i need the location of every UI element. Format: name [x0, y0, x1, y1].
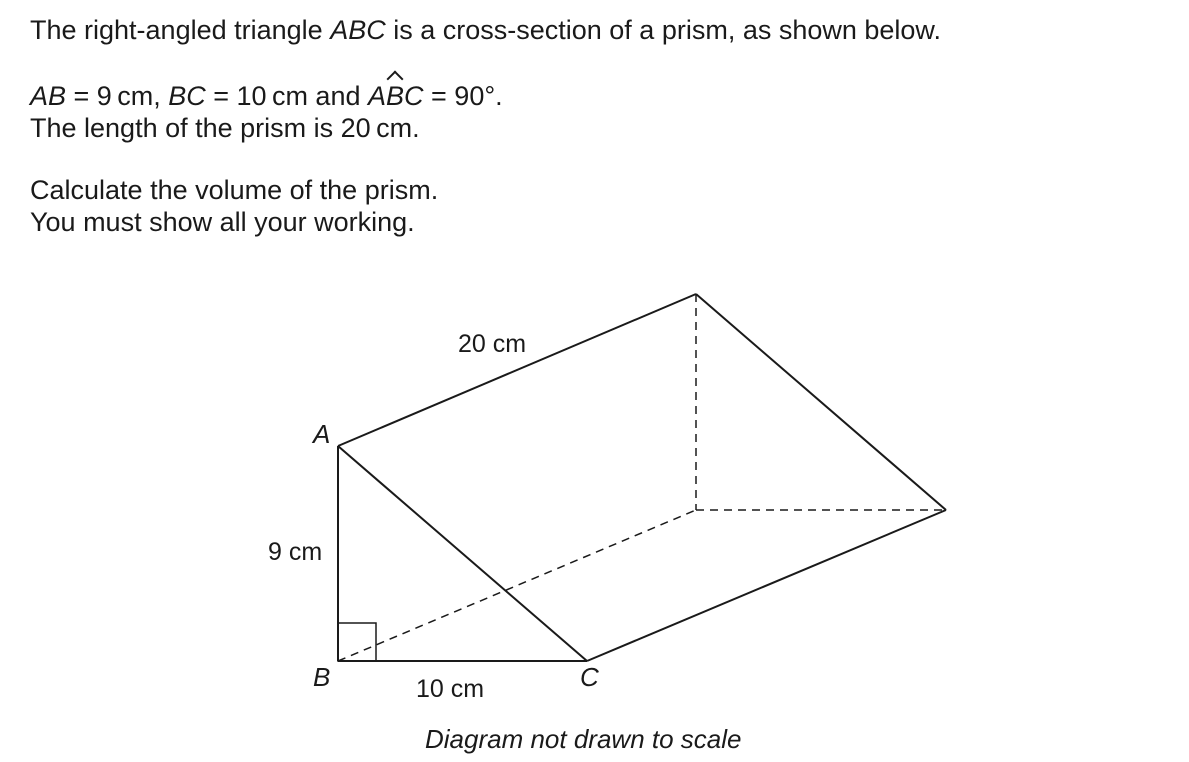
label-vertex-b: B [313, 662, 331, 692]
edge-top-length [338, 294, 696, 446]
diagram-caption: Diagram not drawn to scale [425, 724, 742, 754]
edge-back-diagonal [696, 294, 946, 510]
question-line-3: The length of the prism is 20 cm. [30, 113, 420, 143]
question-line-2: AB = 9 cm, BC = 10 cm and ABC = 90°. [30, 81, 503, 111]
label-vertex-a: A [313, 419, 331, 449]
question-line-1: The right-angled triangle ABC is a cross-section of a prism, as shown below. [30, 15, 941, 45]
question-line-4: Calculate the volume of the prism. [30, 175, 439, 205]
question-line-5: You must show all your working. [30, 207, 415, 237]
label-length: 20 cm [458, 330, 527, 358]
angle-hat-b: B [386, 81, 405, 111]
label-bc: 10 cm [416, 675, 485, 703]
right-angle-marker [338, 623, 376, 661]
label-vertex-c: C [580, 662, 599, 692]
label-ab: 9 cm [268, 538, 323, 566]
